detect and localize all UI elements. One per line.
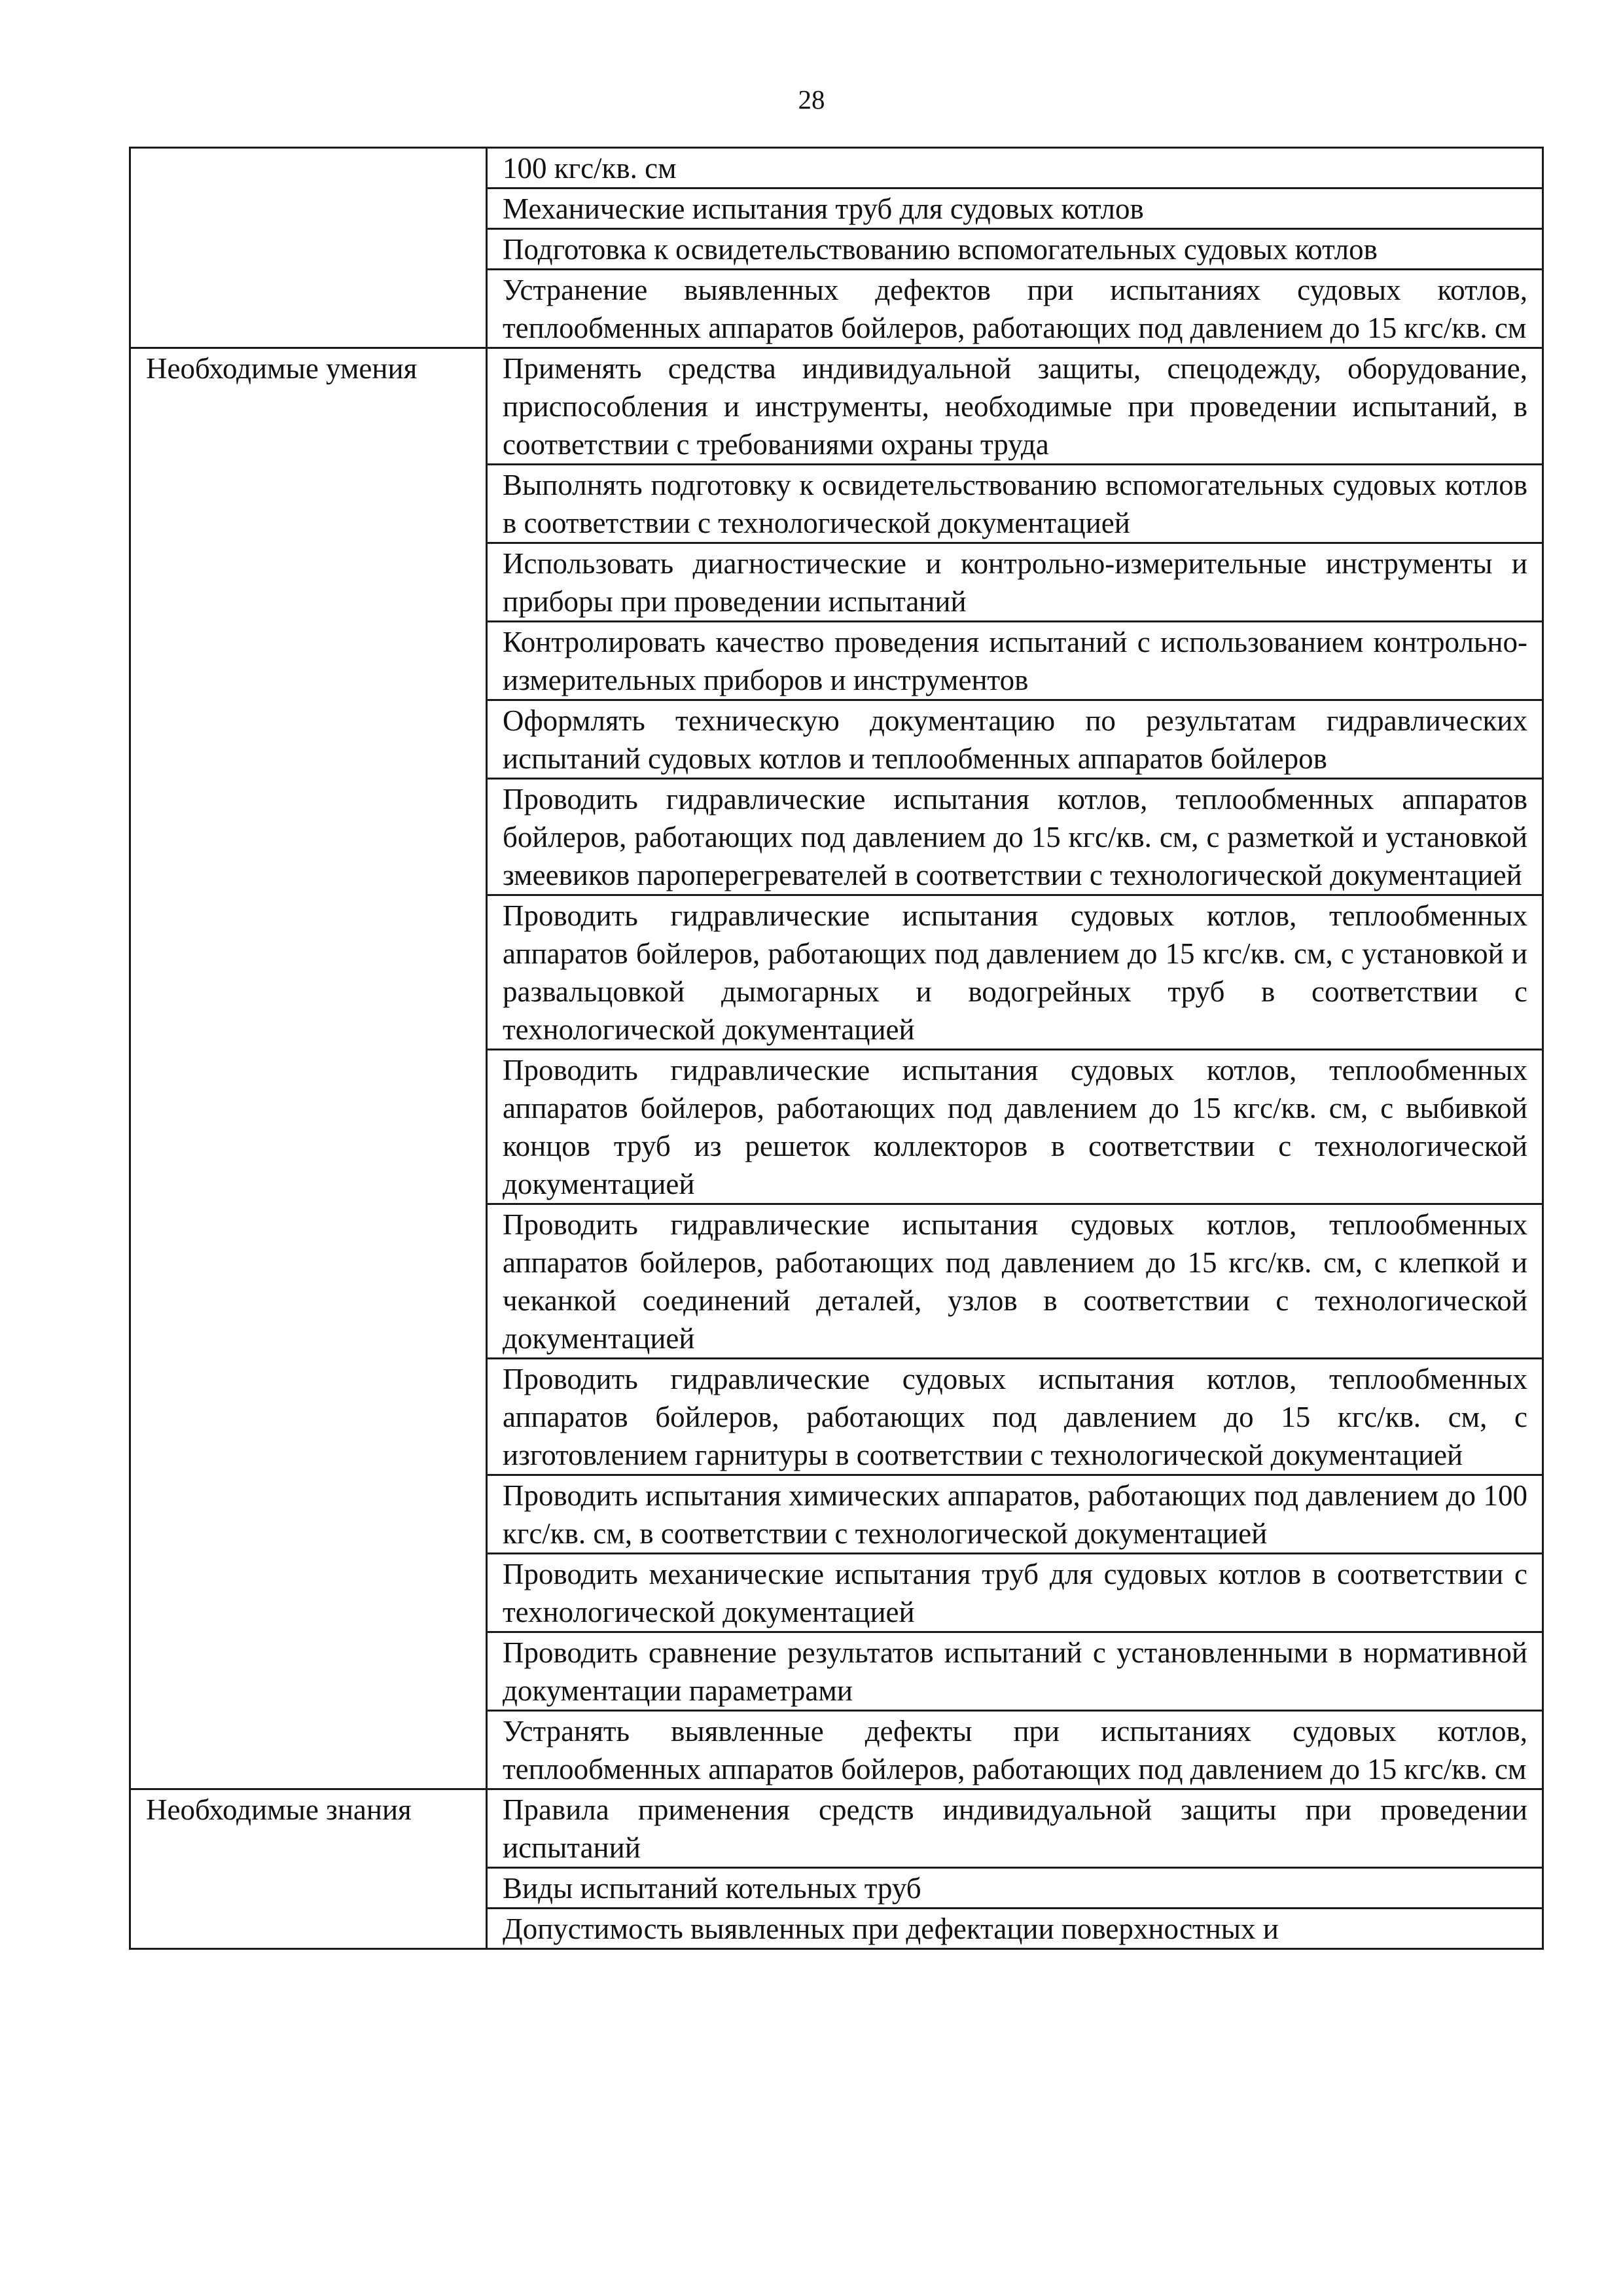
- requirement-item: Проводить гидравлические судовых испытания котлов, теплообменных аппаратов бойлеров, работающих под давлением до 15 кгс/кв. см, с изготовлением гарнитуры в соответствии с технологической документацией: [487, 1359, 1543, 1475]
- section-label: Необходимые знания: [130, 1789, 487, 1949]
- requirement-item: Проводить гидравлические испытания судовых котлов, теплообменных аппаратов бойлеров, работающих под давлением до 15 кгс/кв. см, с установкой и развальцовкой дымогарных и водогрейных труб в соответствии с технологической документацией: [487, 895, 1543, 1050]
- section-label: Необходимые умения: [130, 348, 487, 1789]
- requirement-item: 100 кгс/кв. см: [487, 148, 1543, 188]
- requirement-item: Применять средства индивидуальной защиты, спецодежду, оборудование, приспособления и инструменты, необходимые при проведении испытаний, в соответствии с требованиями охраны труда: [487, 348, 1543, 465]
- requirement-item: Допустимость выявленных при дефектации поверхностных и: [487, 1909, 1543, 1949]
- requirement-item: Проводить механические испытания труб для судовых котлов в соответствии с технологической документацией: [487, 1554, 1543, 1632]
- requirement-item: Устранение выявленных дефектов при испытаниях судовых котлов, теплообменных аппаратов бойлеров, работающих под давлением до 15 кгс/кв. см: [487, 270, 1543, 348]
- requirement-item: Выполнять подготовку к освидетельствованию вспомогательных судовых котлов в соответствии с технологической документацией: [487, 465, 1543, 543]
- requirement-item: Контролировать качество проведения испытаний с использованием контрольно-измерительных приборов и инструментов: [487, 622, 1543, 700]
- requirement-item: Правила применения средств индивидуальной защиты при проведении испытаний: [487, 1789, 1543, 1868]
- requirement-item: Проводить сравнение результатов испытаний с установленными в нормативной документации параметрами: [487, 1632, 1543, 1711]
- requirement-item: Проводить гидравлические испытания судовых котлов, теплообменных аппаратов бойлеров, работающих под давлением до 15 кгс/кв. см, с выбивкой концов труб из решеток коллекторов в соответствии с технологической документацией: [487, 1050, 1543, 1204]
- requirement-item: Проводить гидравлические испытания котлов, теплообменных аппаратов бойлеров, работающих под давлением до 15 кгс/кв. см, с разметкой и установкой змеевиков пароперегревателей в соответствии с технологической документацией: [487, 779, 1543, 895]
- page-number: 28: [798, 84, 825, 115]
- requirement-item: Механические испытания труб для судовых котлов: [487, 188, 1543, 229]
- requirement-item: Проводить гидравлические испытания судовых котлов, теплообменных аппаратов бойлеров, работающих под давлением до 15 кгс/кв. см, с клепкой и чеканкой соединений деталей, узлов в соответствии с технологической документацией: [487, 1204, 1543, 1359]
- requirement-item: Виды испытаний котельных труб: [487, 1868, 1543, 1909]
- competency-table: [129, 147, 1544, 1950]
- requirement-item: Оформлять техническую документацию по результатам гидравлических испытаний судовых котлов и теплообменных аппаратов бойлеров: [487, 700, 1543, 779]
- requirement-item: Подготовка к освидетельствованию вспомогательных судовых котлов: [487, 229, 1543, 270]
- requirement-item: Проводить испытания химических аппаратов, работающих под давлением до 100 кгс/кв. см, в соответствии с технологической документацией: [487, 1475, 1543, 1554]
- table-row: [130, 148, 1543, 188]
- section-label: [130, 148, 487, 348]
- table-row: [130, 1789, 1543, 1868]
- requirement-item: Устранять выявленные дефекты при испытаниях судовых котлов, теплообменных аппаратов бойлеров, работающих под давлением до 15 кгс/кв. см: [487, 1711, 1543, 1789]
- table-row: [130, 348, 1543, 465]
- requirement-item: Использовать диагностические и контрольно-измерительные инструменты и приборы при проведении испытаний: [487, 543, 1543, 622]
